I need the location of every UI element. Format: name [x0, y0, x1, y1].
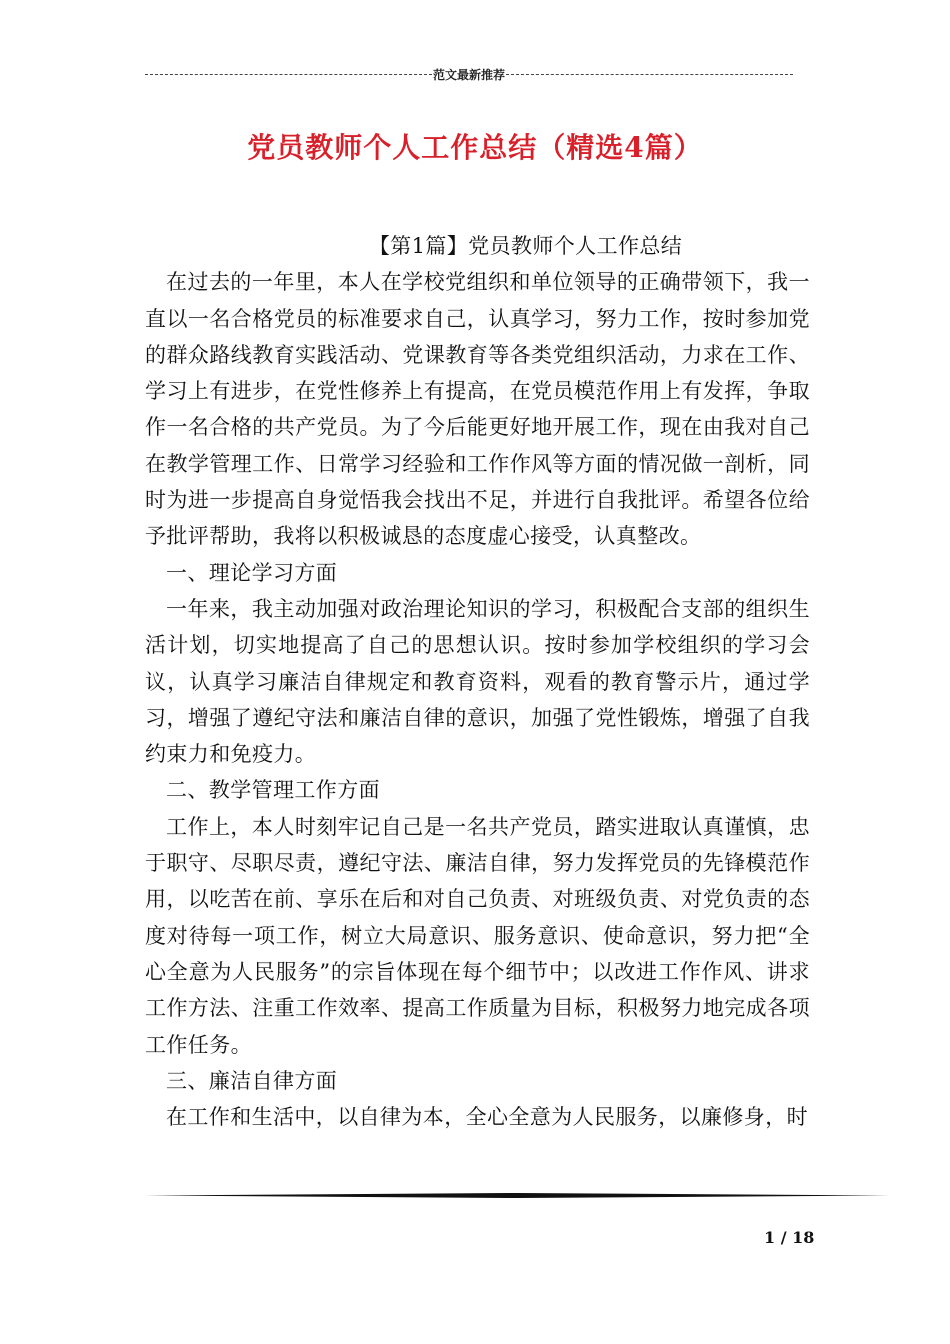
paragraph-teaching-management: 工作上，本人时刻牢记自己是一名共产党员，踏实进取认真谨慎，忠于职守、尽职尽责，遵纪守法、廉洁自律，努力发挥党员的先锋模范作用，以吃苦在前、享乐在后和对自己负责、对班级负责、对党负责的态度对待每一项工作，树立大局意识、服务意识、使命意识，努力把“全心全意为人民服务”的宗旨体现在每个细节中；以改进工作作风、讲求工作方法、注重工作效率、提高工作质量为目标，积极努力地完成各项工作任务。: [145, 814, 810, 1057]
paragraph-integrity: 在工作和生活中，以自律为本，全心全意为人民服务，以廉修身，时: [166, 1105, 808, 1130]
section-title: 【第1篇】党员教师个人工作总结: [368, 234, 683, 258]
footer-rule-graphic: [145, 1193, 890, 1198]
heading-integrity: 三、廉洁自律方面: [166, 1068, 338, 1093]
header-dash-left: [145, 74, 432, 75]
header-label: 范文最新推荐: [433, 68, 506, 82]
document-body: [145, 228, 810, 1135]
page-number: 1 / 18: [764, 1228, 815, 1247]
paragraph-theory-study: 一年来，我主动加强对政治理论知识的学习，积极配合支部的组织生活计划，切实地提高了自己的思想认识。按时参加学校组织的学习会议，认真学习廉洁自律规定和教育资料，观看的教育警示片，通过学习，增强了遵纪守法和廉洁自律的意识，加强了党性锻炼，增强了自我约束力和免疫力。: [145, 596, 810, 767]
footer-rule: [145, 1193, 890, 1198]
header-dash-right: [506, 74, 793, 75]
document-title: 党员教师个人工作总结（精选4篇）: [247, 131, 703, 164]
header-line: [145, 66, 793, 83]
paragraph-intro: 在过去的一年里，本人在学校党组织和单位领导的正确带领下，我一直以一名合格党员的标准要求自己，认真学习，努力工作，按时参加党的群众路线教育实践活动、党课教育等各类党组织活动，力求在工作、学习上有进步，在党性修养上有提高，在党员模范作用上有发挥，争取作一名合格的共产党员。为了今后能更好地开展工作，现在由我对自己在教学管理工作、日常学习经验和工作作风等方面的情况做一剖析，同时为进一步提高自身觉悟我会找出不足，并进行自我批评。希望各位给予批评帮助，我将以积极诚恳的态度虚心接受，认真整改。: [145, 270, 810, 549]
heading-teaching-management: 二、教学管理工作方面: [166, 778, 380, 803]
heading-theory-study: 一、理论学习方面: [166, 560, 338, 585]
